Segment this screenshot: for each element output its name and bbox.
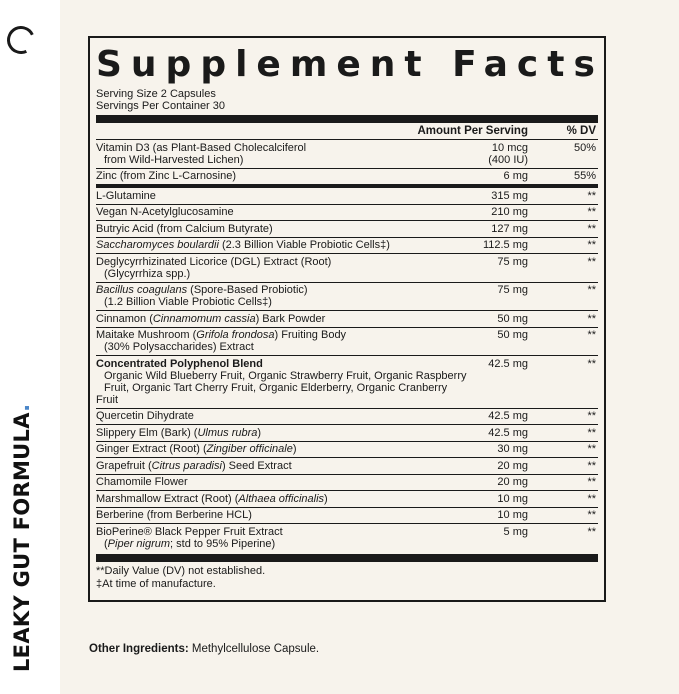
footnotes: [96, 562, 598, 591]
footnote-manufacture: ‡At time of manufacture.: [96, 577, 216, 590]
table-row: Vitamin D3 (as Plant-Based Cholecalciferol from Wild-Harvested Lichen) 10 mcg (400 IU) 50%: [96, 140, 598, 169]
table-row: Zinc (from Zinc L-Carnosine) 6 mg 55%: [96, 170, 596, 182]
table-row: Bacillus coagulans (Spore-Based Probiotic) (1.2 Billion Viable Probiotic Cells‡) 75 mg **: [96, 283, 598, 312]
table-row: Maitake Mushroom (Grifola frondosa) Fruiting Body (30% Polysaccharides) Extract 50 mg **: [96, 328, 598, 357]
header-amount: Amount Per Serving: [417, 125, 528, 137]
table-row: Vegan N-Acetylglucosamine 210 mg **: [96, 205, 598, 222]
label-panel: [60, 0, 679, 694]
table-header: [96, 123, 598, 140]
servings-per-container: Servings Per Container 30: [96, 100, 226, 112]
table-row: Slippery Elm (Bark) (Ulmus rubra) 42.5 mg **: [96, 425, 598, 442]
table-row: Saccharomyces boulardii (2.3 Billion Viable Probiotic Cells‡) 112.5 mg **: [96, 238, 598, 255]
brand-logo-icon: [3, 22, 39, 58]
divider-thick: [96, 115, 598, 123]
table-row: Butryic Acid (from Calcium Butyrate) 127 mg **: [96, 221, 598, 238]
label-title: Supplement Facts: [96, 44, 604, 85]
table-row: Marshmallow Extract (Root) (Althaea officinalis) 10 mg **: [96, 491, 598, 508]
table-row: Quercetin Dihydrate 42.5 mg **: [96, 409, 598, 426]
table-row: Chamomile Flower 20 mg **: [96, 475, 598, 492]
table-row: L-Glutamine 315 mg **: [96, 188, 598, 205]
table-row: Deglycyrrhizinated Licorice (DGL) Extract (Root) (Glycyrrhiza spp.) 75 mg **: [96, 254, 598, 283]
brand-vertical-text: LEAKY GUT FORMULA.: [10, 403, 34, 672]
table-row: Ginger Extract (Root) (Zingiber officinale) 30 mg **: [96, 442, 598, 459]
table-row: Grapefruit (Citrus paradisi) Seed Extract 20 mg **: [96, 458, 598, 475]
other-ingredients: Other Ingredients: Methylcellulose Capsule.: [89, 643, 320, 655]
table-row: Concentrated Polyphenol Blend Organic Wild Blueberry Fruit, Organic Strawberry Fruit, Organic Raspberry Fruit, Organic Tart Cherry Fruit, Organic Elderberry, Organic Cranberry Fruit 42.5 mg **: [96, 356, 598, 409]
footnote-dv: **Daily Value (DV) not established.: [96, 564, 266, 577]
supplement-facts-label: [88, 36, 606, 602]
divider-thick: [96, 554, 598, 562]
table-row: BioPerine® Black Pepper Fruit Extract (Piper nigrum; std to 95% Piperine) 5 mg **: [96, 525, 596, 550]
serving-size: Serving Size 2 Capsules: [96, 88, 216, 100]
side-banner: [0, 0, 60, 694]
table-row: Cinnamon (Cinnamomum cassia) Bark Powder 50 mg **: [96, 311, 598, 328]
header-dv: % DV: [566, 125, 596, 137]
table-row: Berberine (from Berberine HCL) 10 mg **: [96, 508, 598, 525]
